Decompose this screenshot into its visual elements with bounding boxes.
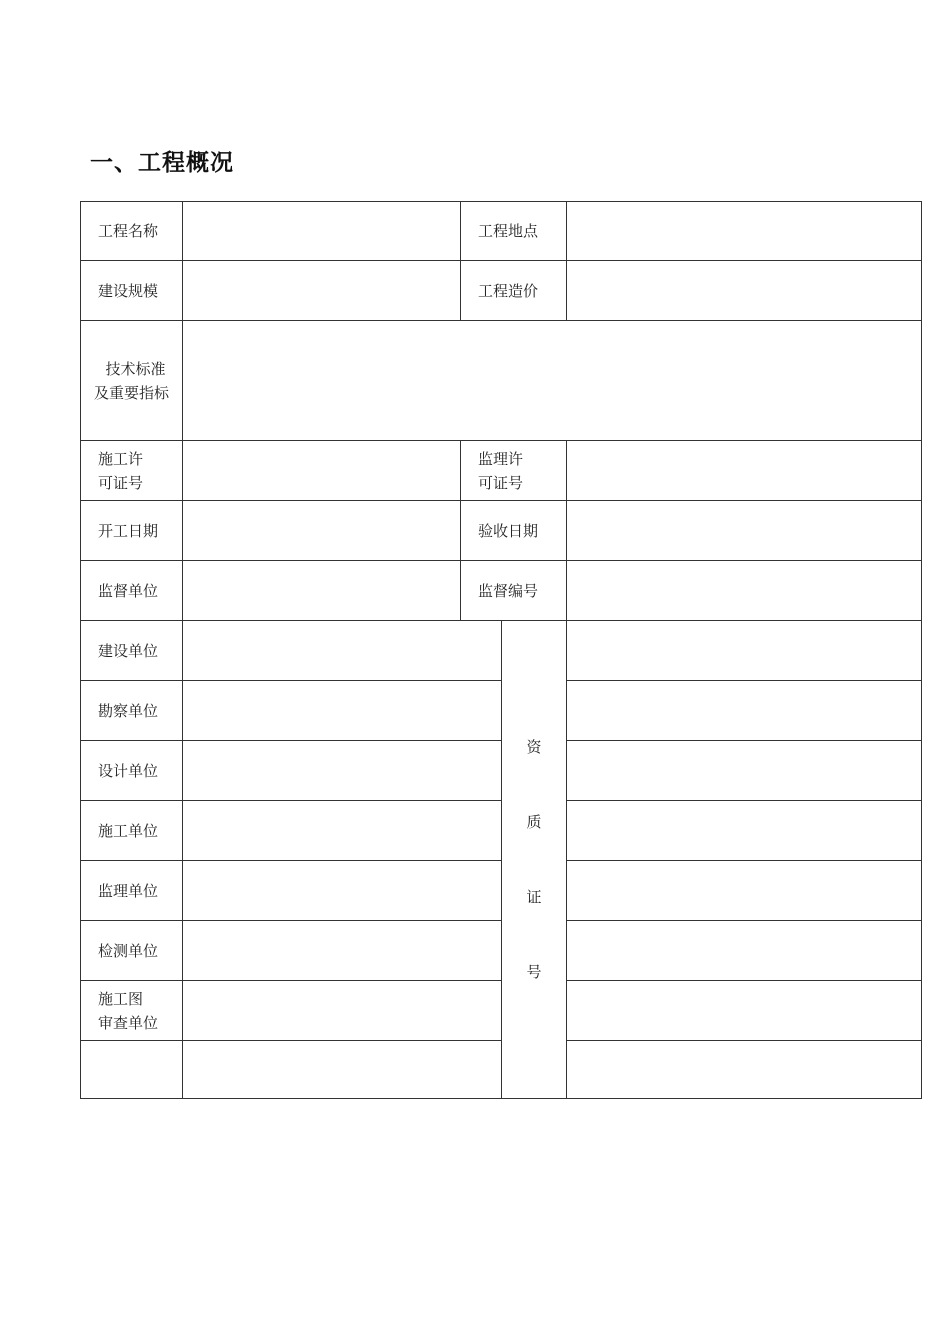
qualification-char-2: 质 bbox=[526, 812, 542, 831]
build-scale-field[interactable] bbox=[183, 261, 461, 321]
start-date-label bbox=[80, 501, 183, 561]
tech-standard-label-line1: 技术标准 bbox=[105, 359, 166, 378]
unit-cert-field[interactable] bbox=[567, 741, 922, 801]
project-location-field[interactable] bbox=[567, 201, 922, 261]
oversight-number-field[interactable] bbox=[567, 561, 922, 621]
project-location-label bbox=[461, 201, 567, 261]
unit-name-field[interactable] bbox=[183, 621, 502, 681]
unit-name-field[interactable] bbox=[183, 741, 502, 801]
project-cost-field[interactable] bbox=[567, 261, 922, 321]
construction-permit-label-line1: 施工许 bbox=[98, 449, 144, 468]
unit-row-label-design bbox=[80, 741, 183, 801]
oversight-unit-label-text: 监督单位 bbox=[98, 581, 159, 600]
unit-label-line1: 监理单位 bbox=[98, 881, 159, 900]
unit-name-field[interactable] bbox=[183, 861, 502, 921]
unit-row-label-blank[interactable] bbox=[80, 1041, 183, 1099]
construction-permit-field[interactable] bbox=[183, 441, 461, 501]
unit-name-field[interactable] bbox=[183, 681, 502, 741]
page-title: 一、工程概况 bbox=[90, 150, 234, 176]
project-cost-label bbox=[461, 261, 567, 321]
qualification-char-4: 号 bbox=[526, 962, 542, 981]
unit-label-line1: 施工单位 bbox=[98, 821, 159, 840]
unit-cert-field[interactable] bbox=[567, 1041, 922, 1099]
build-scale-label bbox=[80, 261, 183, 321]
acceptance-date-field[interactable] bbox=[567, 501, 922, 561]
qualification-char-3: 证 bbox=[526, 887, 542, 906]
project-name-label bbox=[80, 201, 183, 261]
supervision-permit-label-line1: 监理许 bbox=[478, 449, 524, 468]
unit-label-line1: 建设单位 bbox=[98, 641, 159, 660]
oversight-unit-label bbox=[80, 561, 183, 621]
project-overview-table bbox=[80, 201, 922, 1099]
unit-row-label-construction-contractor bbox=[80, 801, 183, 861]
unit-cert-field[interactable] bbox=[567, 621, 922, 681]
project-name-label-text: 工程名称 bbox=[98, 222, 159, 240]
qualification-cert-header bbox=[502, 621, 567, 1099]
project-name-field[interactable] bbox=[183, 201, 461, 261]
unit-row-label-survey bbox=[80, 681, 183, 741]
oversight-number-label bbox=[461, 561, 567, 621]
construction-permit-label-line2: 可证号 bbox=[98, 473, 144, 492]
unit-cert-field[interactable] bbox=[567, 981, 922, 1041]
unit-cert-field[interactable] bbox=[567, 681, 922, 741]
start-date-label-text: 开工日期 bbox=[98, 521, 159, 540]
unit-cert-field[interactable] bbox=[567, 801, 922, 861]
unit-name-field[interactable] bbox=[183, 981, 502, 1041]
unit-row-label-drawing-review bbox=[80, 981, 183, 1041]
project-location-label-text: 工程地点 bbox=[478, 222, 539, 240]
supervision-permit-field[interactable] bbox=[567, 441, 922, 501]
build-scale-label-text: 建设规模 bbox=[98, 281, 159, 300]
acceptance-date-label bbox=[461, 501, 567, 561]
unit-cert-field[interactable] bbox=[567, 921, 922, 981]
supervision-permit-label-line2: 可证号 bbox=[478, 473, 524, 492]
tech-standard-label-line2: 及重要指标 bbox=[93, 383, 169, 402]
unit-label-line1: 设计单位 bbox=[98, 761, 159, 780]
oversight-unit-field[interactable] bbox=[183, 561, 461, 621]
unit-label-line1: 施工图 bbox=[98, 989, 144, 1008]
supervision-permit-label bbox=[461, 441, 567, 501]
unit-name-field[interactable] bbox=[183, 801, 502, 861]
unit-cert-field[interactable] bbox=[567, 861, 922, 921]
qualification-char-1: 资 bbox=[526, 737, 542, 756]
unit-label-line1: 检测单位 bbox=[98, 941, 159, 960]
unit-label-line2: 审查单位 bbox=[98, 1013, 159, 1032]
project-cost-label-text: 工程造价 bbox=[478, 281, 539, 300]
oversight-number-label-text: 监督编号 bbox=[478, 581, 539, 600]
unit-row-label-testing bbox=[80, 921, 183, 981]
unit-label-line1: 勘察单位 bbox=[98, 701, 159, 720]
unit-row-label-construction bbox=[80, 621, 183, 681]
construction-permit-label bbox=[80, 441, 183, 501]
unit-name-field[interactable] bbox=[183, 1041, 502, 1099]
tech-standard-field[interactable] bbox=[183, 321, 922, 441]
unit-name-field[interactable] bbox=[183, 921, 502, 981]
start-date-field[interactable] bbox=[183, 501, 461, 561]
tech-standard-label bbox=[80, 321, 183, 441]
acceptance-date-label-text: 验收日期 bbox=[478, 521, 539, 540]
unit-row-label-supervision bbox=[80, 861, 183, 921]
